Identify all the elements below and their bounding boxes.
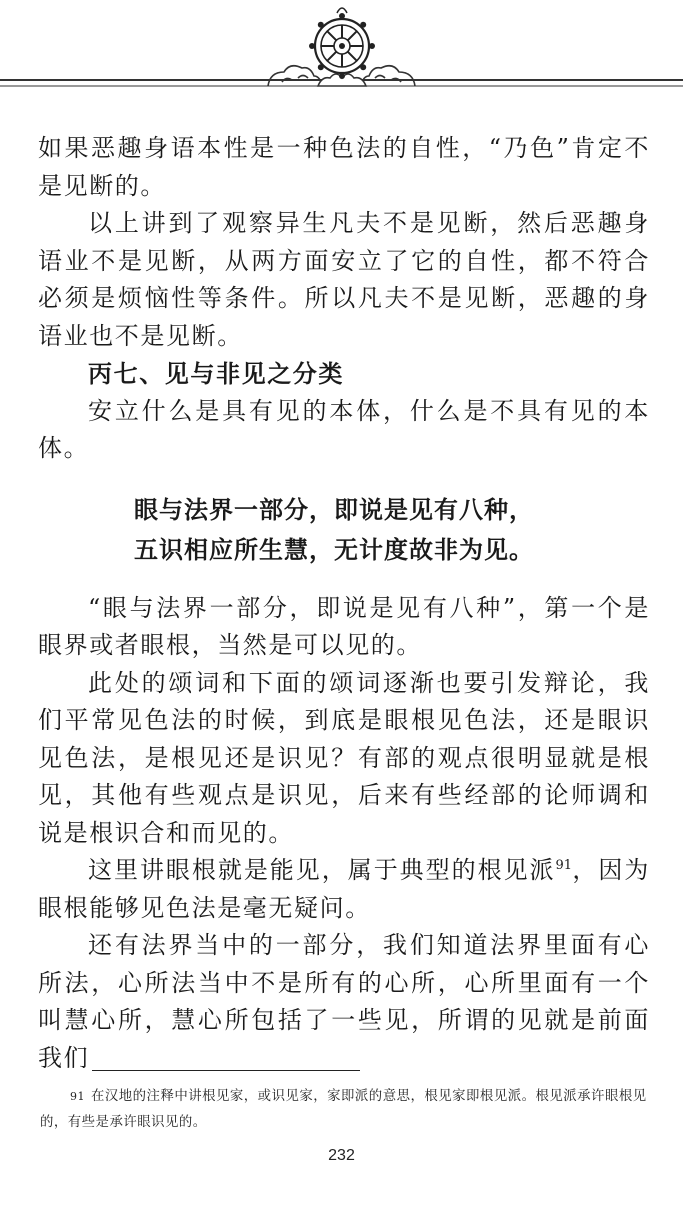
paragraph-6: [38, 852, 650, 927]
dharma-wheel-icon: [0, 0, 683, 110]
section-heading: 丙七、见与非见之分类: [88, 359, 344, 388]
paragraph-6-text-a: 这里讲眼根就是能见，属于典型的根见派: [88, 856, 556, 884]
paragraph-6-text-b: ，因为眼根能够见色法是毫无疑问。: [38, 856, 650, 922]
footnote-divider: [92, 1070, 360, 1071]
paragraph-2: 以上讲到了观察异生凡夫不是见断，然后恶趣身语业不是见断，从两方面安立了它的自性，都不符合必须是烦恼性等条件。所以凡夫不是见断，恶趣的身语业也不是见断。: [38, 209, 650, 350]
verse-line-2: 五识相应所生慧，无计度故非为见。: [134, 535, 534, 564]
paragraph-7: 还有法界当中的一部分，我们知道法界里面有心所法，心所法当中不是所有的心所，心所里面有一个叫慧心所，慧心所包括了一些见，所谓的见就是前面我们: [38, 931, 650, 1072]
paragraph-3: 安立什么是具有见的本体，什么是不具有见的本体。: [38, 396, 650, 462]
verse-line-1: 眼与法界一部分，即说是见有八种，: [134, 495, 534, 524]
footnote-text: 在汉地的注释中讲根见家，或识见家，家即派的意思，根见家即根见派。根见派承许眼根见的，有些是承许眼识见的。: [40, 1089, 647, 1130]
page-header-ornament: [0, 0, 683, 110]
footnote-number: 91: [70, 1090, 85, 1103]
main-text: [38, 130, 650, 1077]
page-number: 232: [328, 1147, 355, 1164]
paragraph-1: 如果恶趣身语本性是一种色法的自性，“乃色”肯定不是见断的。: [38, 134, 650, 200]
footnote-reference[interactable]: 91: [555, 858, 573, 873]
paragraph-5: 此处的颂词和下面的颂词逐渐也要引发辩论，我们平常见色法的时候，到底是眼根见色法，还是眼识见色法，是根见还是识见？有部的观点很明显就是根见，其他有些观点是识见，后来有些经部的论师调和说是根识合和而见的。: [38, 668, 650, 847]
paragraph-4: “眼与法界一部分，即说是见有八种”，第一个是眼界或者眼根，当然是可以见的。: [38, 593, 650, 659]
footnote: [40, 1084, 652, 1136]
verse-block: [38, 490, 650, 570]
